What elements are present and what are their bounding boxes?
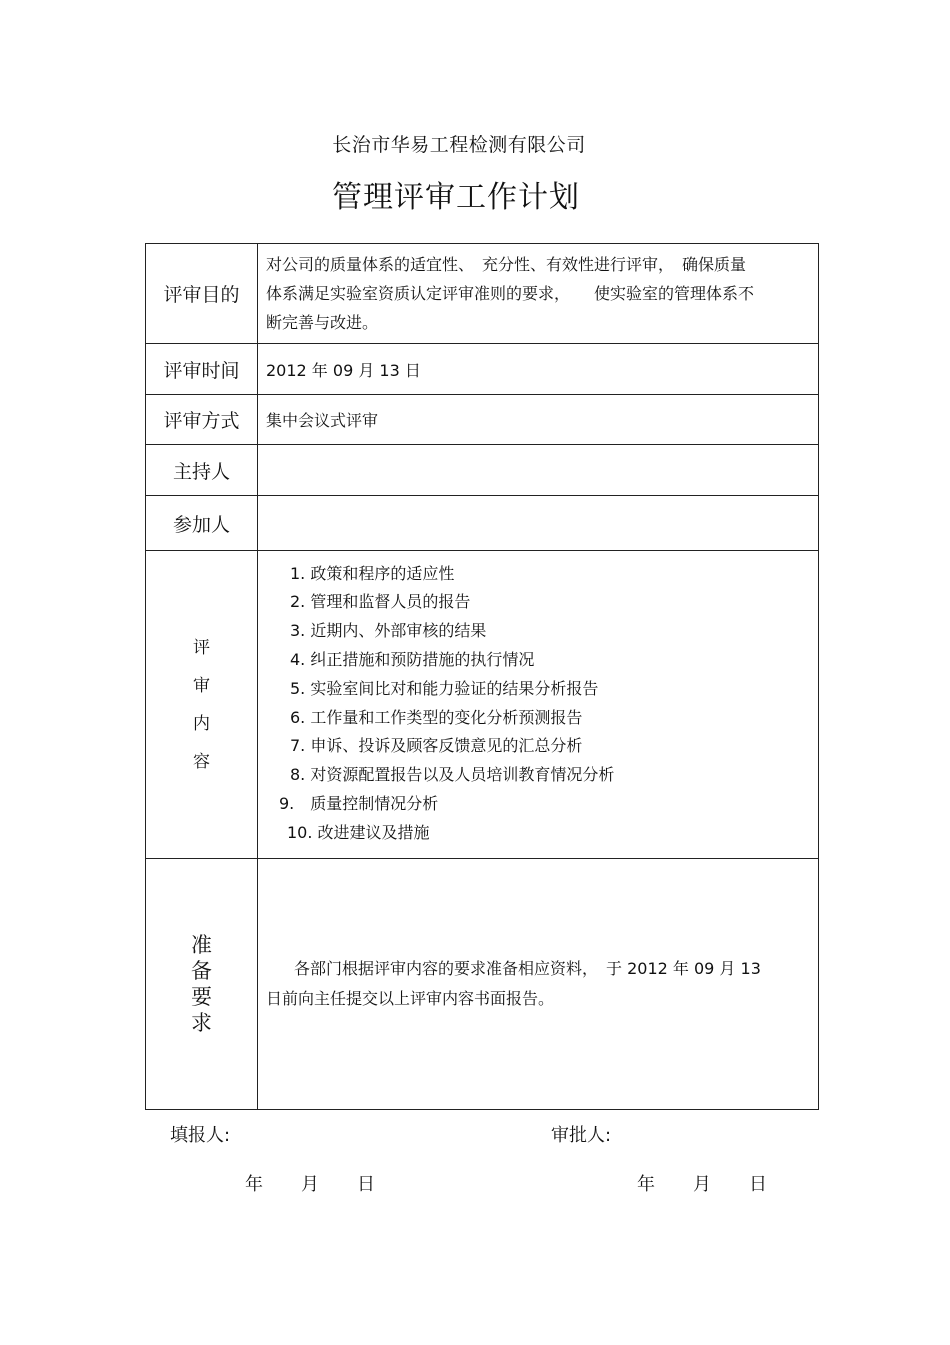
date-right-day: 日 xyxy=(749,1174,767,1195)
content-item-list xyxy=(266,554,818,856)
list-item: 9. 质量控制情况分析 xyxy=(279,793,439,813)
list-item: 3. 近期内、外部审核的结果 xyxy=(290,621,487,641)
date-left-year: 年 xyxy=(245,1174,263,1195)
value-host xyxy=(258,445,819,496)
label-prep-char-3: 要 xyxy=(191,985,212,1009)
approver-label: 审批人: xyxy=(551,1125,612,1146)
row-purpose xyxy=(146,244,819,344)
list-item: 1. 政策和程序的适应性 xyxy=(290,563,455,583)
filler-label: 填报人: xyxy=(170,1125,231,1146)
list-item: 10. 改进建议及措施 xyxy=(287,822,430,842)
date-right-month: 月 xyxy=(693,1174,711,1195)
list-item: 6. 工作量和工作类型的变化分析预测报告 xyxy=(290,707,583,727)
label-participants: 参加人 xyxy=(146,496,258,551)
value-preparation xyxy=(258,859,819,1110)
date-right-year: 年 xyxy=(637,1174,655,1195)
purpose-line-1: 对公司的质量体系的适宜性、 充分性、有效性进行评审， 确保质量 xyxy=(266,255,747,274)
label-purpose: 评审目的 xyxy=(146,244,258,344)
label-preparation xyxy=(146,859,258,1110)
list-item: 4. 纠正措施和预防措施的执行情况 xyxy=(290,649,535,669)
review-plan-table xyxy=(145,243,819,1110)
label-content xyxy=(146,551,258,859)
label-prep-char-2: 备 xyxy=(191,959,212,983)
row-content xyxy=(146,551,819,859)
label-content-char-4: 容 xyxy=(193,751,210,772)
list-item: 8. 对资源配置报告以及人员培训教育情况分析 xyxy=(290,765,615,785)
prep-line-1: 各部门根据评审内容的要求准备相应资料， 于 2012 年 09 月 13 xyxy=(294,959,761,978)
purpose-line-2: 体系满足实验室资质认定评审准则的要求， 使实验室的管理体系不 xyxy=(266,284,755,303)
label-time: 评审时间 xyxy=(146,344,258,395)
label-prep-char-4: 求 xyxy=(191,1011,212,1035)
row-host xyxy=(146,445,819,496)
document-title: 管理评审工作计划 xyxy=(332,180,580,215)
company-name: 长治市华易工程检测有限公司 xyxy=(332,134,586,156)
value-purpose xyxy=(258,244,819,344)
label-content-char-1: 评 xyxy=(193,637,210,658)
row-preparation xyxy=(146,859,819,1110)
list-item: 2. 管理和监督人员的报告 xyxy=(290,592,471,612)
row-time xyxy=(146,344,819,395)
list-item: 7. 申诉、投诉及顾客反馈意见的汇总分析 xyxy=(290,736,583,756)
label-content-char-2: 审 xyxy=(193,675,210,696)
prep-line-2: 日前向主任提交以上评审内容书面报告。 xyxy=(266,989,555,1008)
value-content xyxy=(258,551,819,859)
label-prep-char-1: 准 xyxy=(191,933,212,957)
purpose-line-3: 断完善与改进。 xyxy=(266,313,379,332)
label-host: 主持人 xyxy=(146,445,258,496)
list-item: 5. 实验室间比对和能力验证的结果分析报告 xyxy=(290,678,599,698)
row-method xyxy=(146,395,819,445)
value-time: 2012 年 09 月 13 日 xyxy=(258,344,819,395)
label-content-char-3: 内 xyxy=(193,713,210,734)
date-left-day: 日 xyxy=(357,1174,375,1195)
value-method: 集中会议式评审 xyxy=(258,395,819,445)
value-participants xyxy=(258,496,819,551)
label-method: 评审方式 xyxy=(146,395,258,445)
date-left-month: 月 xyxy=(301,1174,319,1195)
row-participants xyxy=(146,496,819,551)
